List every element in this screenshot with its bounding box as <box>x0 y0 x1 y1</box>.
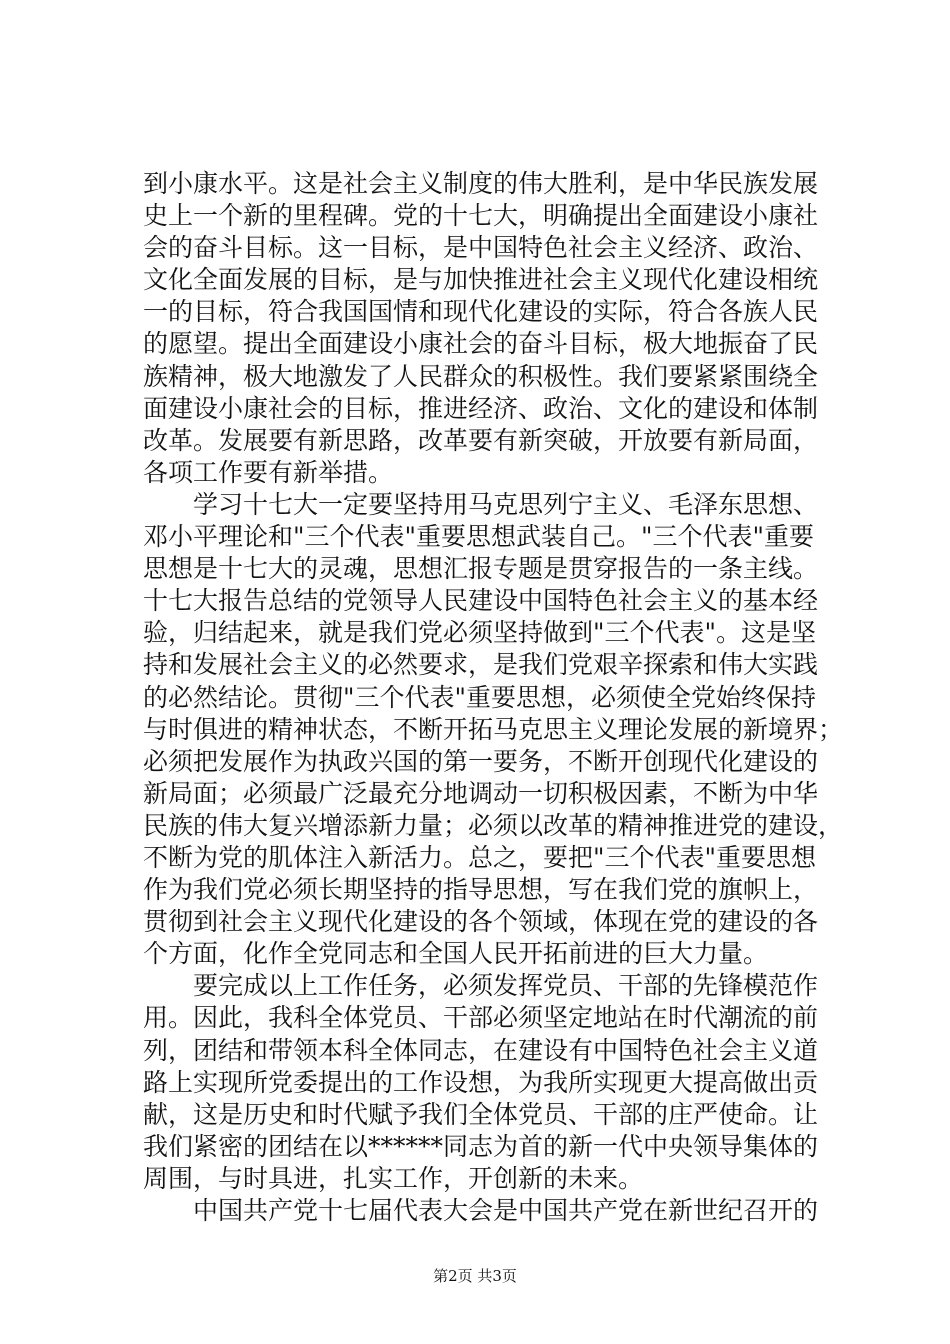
text-line: 族精神，极大地激发了人民群众的积极性。我们要紧紧围绕全 <box>143 361 819 391</box>
text-line: 邓小平理论和"三个代表"重要思想武装自己。"三个代表"重要 <box>143 522 814 552</box>
text-line: 到小康水平。这是社会主义制度的伟大胜利，是中华民族发展 <box>143 169 819 198</box>
text-line: 改革。发展要有新思路，改革要有新突破，开放要有新局面， <box>143 425 819 455</box>
document-body <box>143 168 844 1227</box>
text-line: 十七大报告总结的党领导人民建设中国特色社会主义的基本经 <box>143 586 819 616</box>
text-line: 验，归结起来，就是我们党必须坚持做到"三个代表"。这是坚 <box>143 618 817 648</box>
text-line: 一的目标，符合我国国情和现代化建设的实际，符合各族人民 <box>143 297 819 327</box>
text-line: 的愿望。提出全面建设小康社会的奋斗目标，极大地振奋了民 <box>143 329 819 359</box>
text-line: 列，团结和带领本科全体同志，在建设有中国特色社会主义道 <box>143 1035 819 1065</box>
text-line: 必须把发展作为执政兴国的第一要务，不断开创现代化建设的 <box>143 746 819 776</box>
text-line: 与时俱进的精神状态，不断开拓马克思主义理论发展的新境界； <box>143 714 844 744</box>
text-line: 学习十七大一定要坚持用马克思列宁主义、毛泽东思想、 <box>143 489 819 519</box>
page-footer: 第2页 共3页 <box>433 1267 517 1285</box>
text-line: 史上一个新的里程碑。党的十七大，明确提出全面建设小康社 <box>143 201 819 231</box>
text-line: 民族的伟大复兴增添新力量；必须以改革的精神推进党的建设， <box>143 810 844 840</box>
text-line: 献，这是历史和时代赋予我们全体党员、干部的庄严使命。让 <box>143 1099 819 1129</box>
text-line: 各项工作要有新举措。 <box>143 457 394 487</box>
text-line: 我们紧密的团结在以******同志为首的新一代中央领导集体的 <box>143 1131 819 1161</box>
text-line: 新局面；必须最广泛最充分地调动一切积极因素，不断为中华 <box>143 778 819 808</box>
text-line: 周围，与时具进，扎实工作，开创新的未来。 <box>143 1163 644 1193</box>
text-line: 不断为党的肌体注入新活力。总之，要把"三个代表"重要思想 <box>143 842 817 872</box>
text-line: 面建设小康社会的目标，推进经济、政治、文化的建设和体制 <box>143 393 819 423</box>
text-line: 贯彻到社会主义现代化建设的各个领域，体现在党的建设的各 <box>143 907 819 937</box>
text-line: 中国共产党十七届代表大会是中国共产党在新世纪召开的 <box>143 1196 819 1225</box>
text-line: 用。因此，我科全体党员、干部必须坚定地站在时代潮流的前 <box>143 1003 819 1033</box>
text-line: 路上实现所党委提出的工作设想，为我所实现更大提高做出贡 <box>143 1067 819 1097</box>
text-line: 个方面，化作全党同志和全国人民开拓前进的巨大力量。 <box>143 939 769 969</box>
text-line: 持和发展社会主义的必然要求，是我们党艰辛探索和伟大实践 <box>143 650 819 680</box>
text-line: 作为我们党必须长期坚持的指导思想，写在我们党的旗帜上， <box>143 875 819 905</box>
text-line: 的必然结论。贯彻"三个代表"重要思想，必须使全党始终保持 <box>143 682 817 712</box>
text-line: 要完成以上工作任务，必须发挥党员、干部的先锋模范作 <box>143 971 819 1001</box>
text-line: 文化全面发展的目标，是与加快推进社会主义现代化建设相统 <box>143 265 819 295</box>
text-line: 思想是十七大的灵魂，思想汇报专题是贯穿报告的一条主线。 <box>143 554 819 584</box>
text-line: 会的奋斗目标。这一目标，是中国特色社会主义经济、政治、 <box>143 233 819 263</box>
